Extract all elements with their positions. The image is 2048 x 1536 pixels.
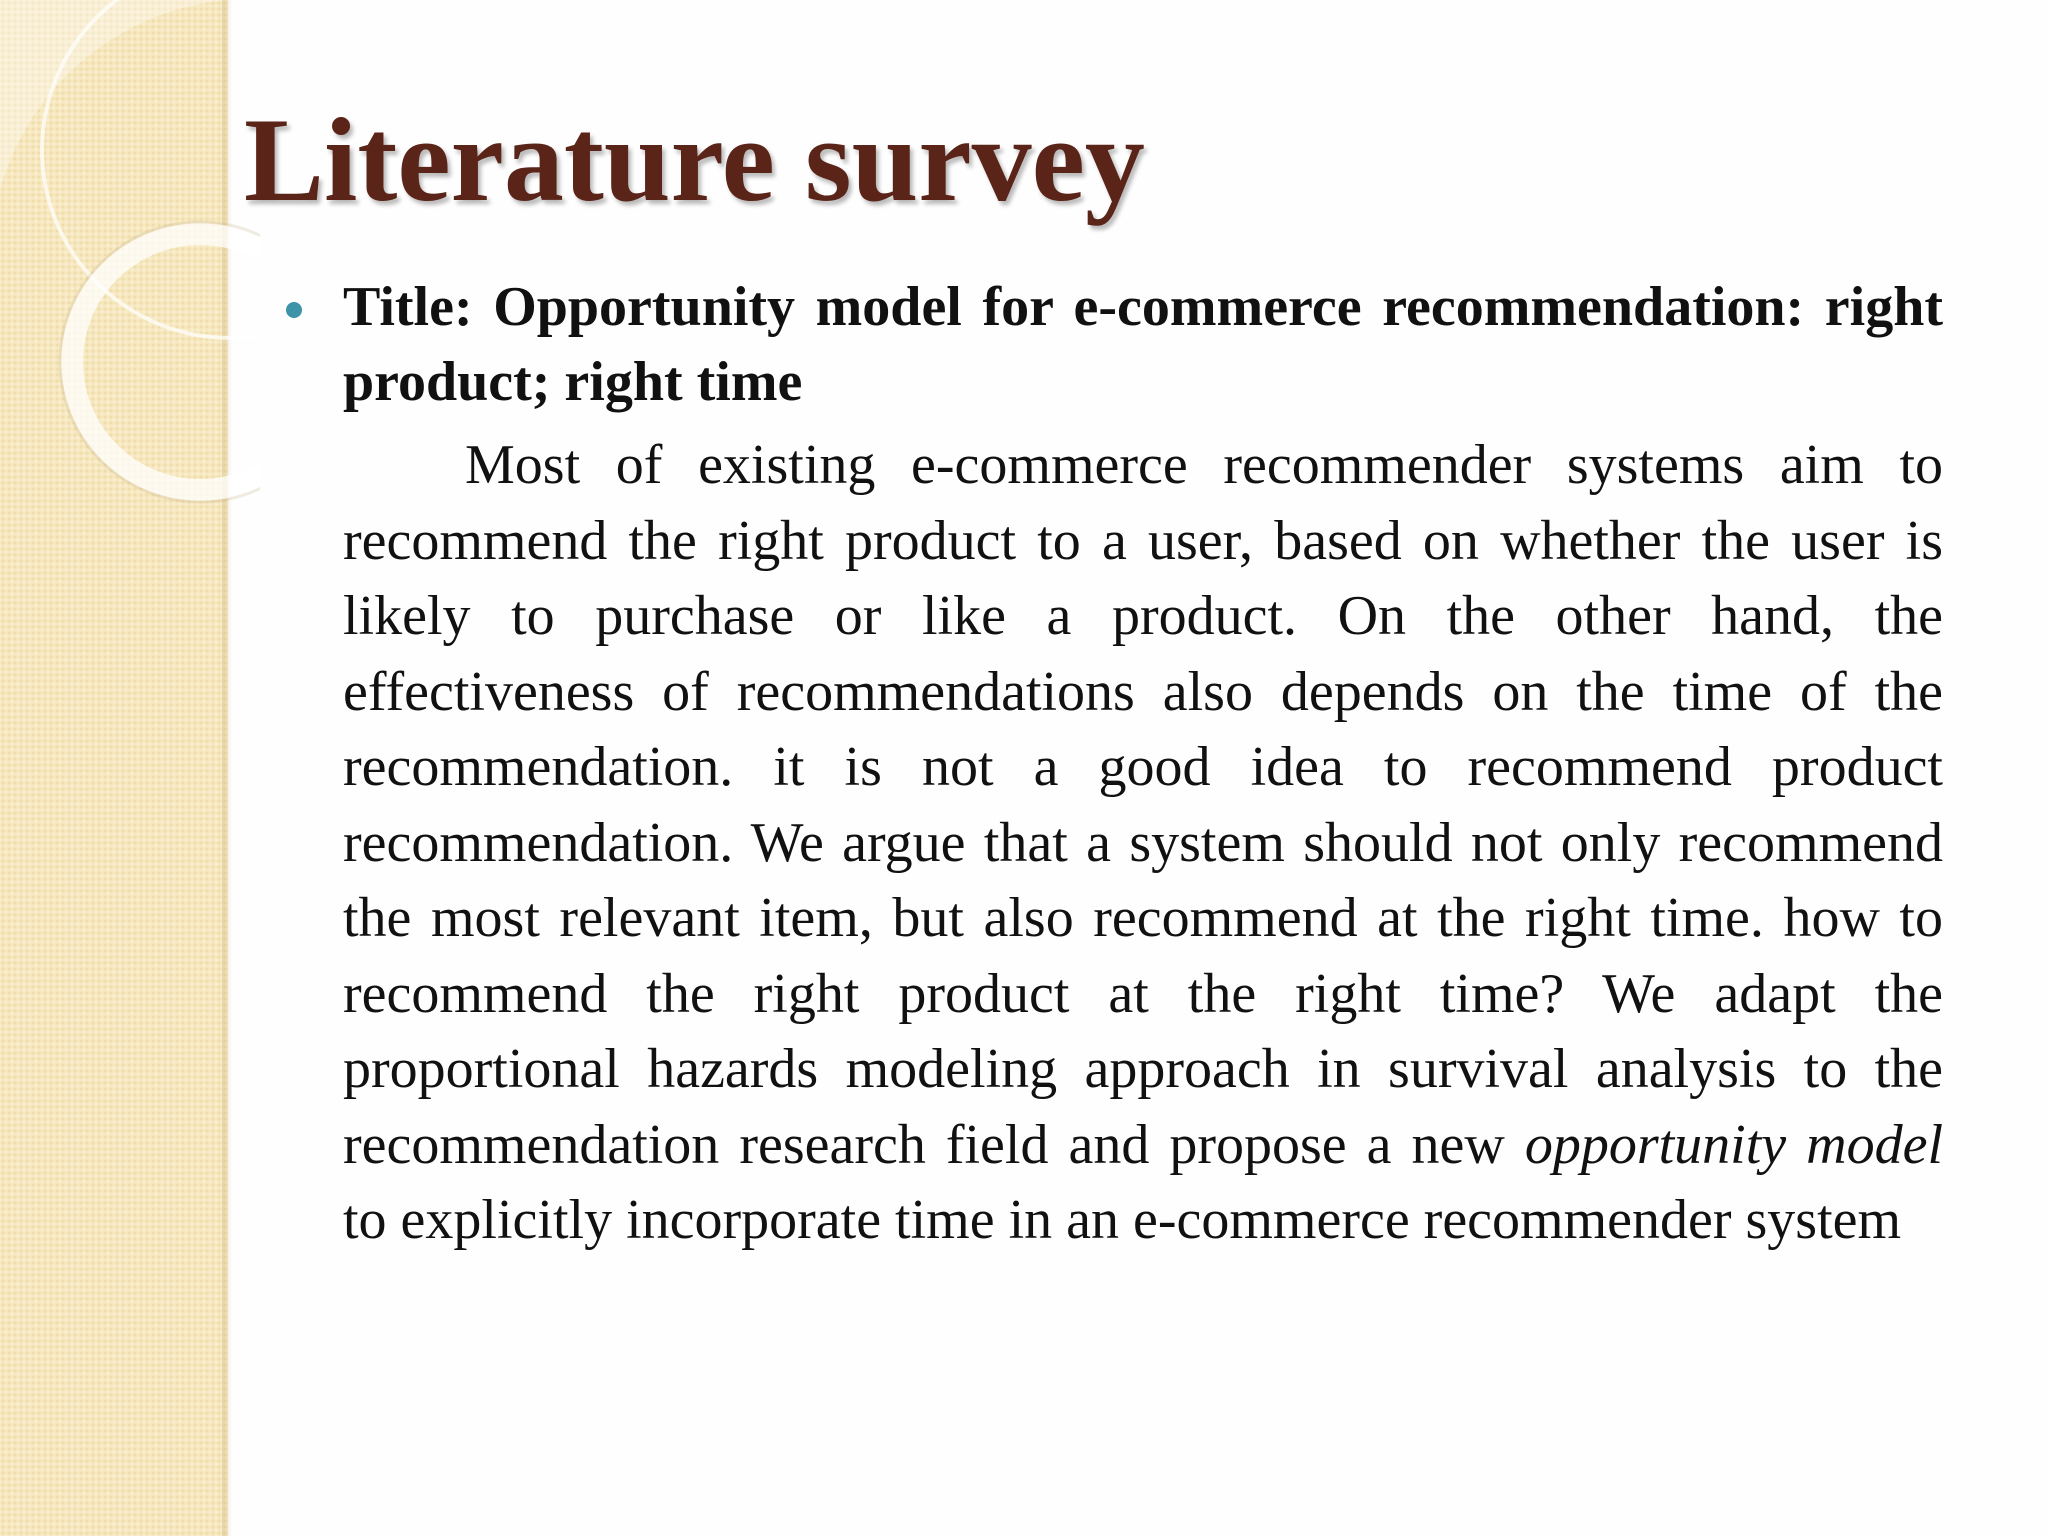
decorative-arc-top: [0, 0, 228, 190]
abstract-text-part2: to explicitly incorporate time in an e-commerce recommender system: [343, 1189, 1902, 1251]
slide-title: Literature survey: [244, 93, 1145, 226]
bullet-item: [343, 270, 1943, 1259]
abstract-text-part1: Most of existing e-commerce recommender systems aim to recommend the right product to a user, based on whether the user is likely to purchase or like a product. On the other hand, the effectiveness of recommendations also depends on the time of the recommendation. it is not a good idea to recommend product recommendation. We argue that a system should not only recommend the most relevant item, but also recommend at the right time. how to recommend the right product at the right time? We adapt the proportional hazards modeling approach in survival analysis to the recommendation research field and propose a new: [343, 434, 1943, 1176]
abstract-paragraph: [343, 428, 1943, 1259]
decorative-rings: [0, 0, 260, 520]
bullet-icon: [286, 302, 302, 318]
decorative-ring-small-shade: [60, 222, 260, 502]
decorative-ring-small: [72, 234, 260, 490]
abstract-italic-term: opportunity model: [1524, 1113, 1943, 1176]
item-title-label: Title:: [343, 276, 473, 338]
item-title: [343, 270, 1943, 420]
item-title-text: Opportunity model for e-commerce recommendation: right product; right time: [343, 276, 1943, 413]
